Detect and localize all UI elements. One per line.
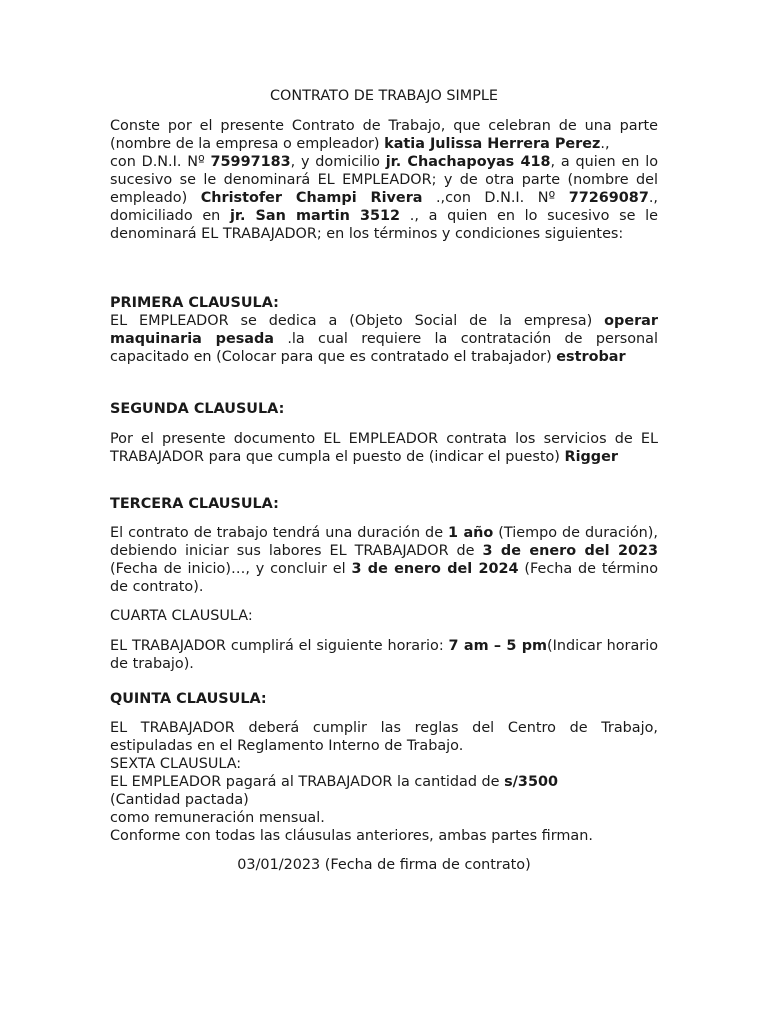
clause-text: EL TRABAJADOR cumplirá el siguiente horario: xyxy=(110,638,449,654)
employer-dni: 75997183 xyxy=(210,154,291,170)
clause-heading: QUINTA CLAUSULA: xyxy=(110,691,267,707)
clause-text: EL EMPLEADOR pagará al TRABAJADOR la cantidad de xyxy=(110,774,505,790)
clause-quinta xyxy=(110,690,658,708)
clause-heading: TERCERA CLAUSULA: xyxy=(110,496,279,512)
contract-duration: 1 año xyxy=(448,525,494,541)
clause-quinta-body xyxy=(110,719,658,845)
clause-segunda xyxy=(110,400,658,418)
intro-text-3: con D.N.I. Nº xyxy=(110,154,211,170)
page-title: CONTRATO DE TRABAJO SIMPLE xyxy=(269,88,498,104)
clause-text: Por el presente documento EL EMPLEADOR contrata los servicios de EL TRABAJADOR para que cumpla el puesto de (indicar el puesto) xyxy=(110,431,658,465)
clause-text: EL TRABAJADOR deberá cumplir las reglas del Centro de Trabajo, estipuladas en el Reglamento Interno de Trabajo. xyxy=(110,720,658,754)
clause-heading: SEXTA CLAUSULA: xyxy=(110,756,242,772)
clause-heading: PRIMERA CLAUSULA: xyxy=(110,295,279,311)
business-object: operar maquinaria pesada xyxy=(110,313,658,347)
clause-text: (Fecha de inicio)…, y concluir el xyxy=(110,561,352,577)
worker-address: jr. San martin 3512 xyxy=(229,208,401,224)
employer-name: katia Julissa Herrera Perez xyxy=(384,136,601,152)
clause-primera xyxy=(110,294,658,366)
intro-text-6: .,con D.N.I. Nº xyxy=(422,190,569,206)
signature-date: 03/01/2023 xyxy=(237,857,321,873)
worker-name: Christofer Champi Rivera xyxy=(200,190,423,206)
employer-address: jr. Chachapoyas 418 xyxy=(385,154,551,170)
clause-text: (Cantidad pactada) xyxy=(110,792,249,808)
clause-tercera xyxy=(110,495,658,513)
signature-date-line xyxy=(0,856,768,874)
intro-text-4: , y domicilio xyxy=(290,154,386,170)
clause-text: (Tiempo de duración), debiendo iniciar sus labores EL TRABAJADOR de xyxy=(110,525,658,559)
clause-text: como remuneración mensual. xyxy=(110,810,325,826)
intro-text-5: , a quien en lo sucesivo se le denominará EL EMPLEADOR; y de otra parte (nombre del empleado) xyxy=(110,154,659,206)
work-schedule: 7 am – 5 pm xyxy=(448,638,547,654)
salary-amount: s/3500 xyxy=(504,774,558,790)
clause-heading: CUARTA CLAUSULA: xyxy=(110,608,253,624)
clause-text: EL EMPLEADOR se dedica a (Objeto Social de la empresa) xyxy=(110,313,605,329)
clause-tercera-body xyxy=(110,524,658,596)
worker-dni: 77269087 xyxy=(568,190,649,206)
clause-heading: SEGUNDA CLAUSULA: xyxy=(110,401,285,417)
end-date: 3 de enero del 2024 xyxy=(351,561,519,577)
intro-text-7: ., domiciliado en xyxy=(110,190,658,224)
intro-text-1: Conste por el presente Contrato de Trabajo, que celebran de una parte (nombre de la empresa o empleador) xyxy=(110,118,658,152)
intro-text-8: ., a quien en lo sucesivo se le denominará EL TRABAJADOR; en los términos y condiciones siguientes: xyxy=(110,208,658,242)
start-date: 3 de enero del 2023 xyxy=(482,543,658,559)
clause-text: (Indicar horario de trabajo). xyxy=(110,638,659,672)
signature-date-note: (Fecha de firma de contrato) xyxy=(320,857,531,873)
job-position: Rigger xyxy=(564,449,618,465)
intro-paragraph xyxy=(110,117,658,243)
closing-text: Conforme con todas las cláusulas anteriores, ambas partes firman. xyxy=(110,828,593,844)
clause-cuarta-body xyxy=(110,637,658,673)
clause-text: (Fecha de término de contrato). xyxy=(110,561,658,595)
intro-text-2: ., xyxy=(600,136,610,152)
clause-text: El contrato de trabajo tendrá una duración de xyxy=(110,525,449,541)
clause-cuarta xyxy=(110,607,658,625)
training-field: estrobar xyxy=(556,349,626,365)
clause-text: .la cual requiere la contratación de personal capacitado en (Colocar para que es contratado el trabajador) xyxy=(110,331,658,365)
clause-segunda-body xyxy=(110,430,658,466)
